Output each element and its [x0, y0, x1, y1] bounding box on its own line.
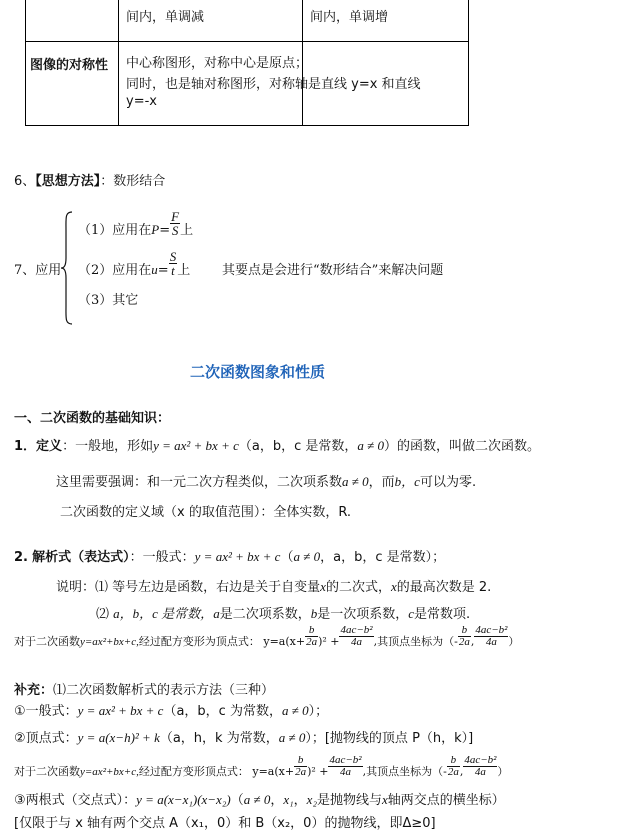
application-note: 其要点是会进行“数形结合”来解决问题 [222, 263, 444, 278]
note-2-text-1: a，b，c 是常数， [113, 606, 214, 621]
note-2-label: ⑵ [96, 607, 110, 622]
roots-form-label: ③两根式（交点式）： [14, 793, 137, 808]
vc1-text-2: 经过配方变形为顶点式： [138, 635, 260, 648]
left-brace [60, 210, 74, 326]
definition-text-2: （a，b，c 是常数， [238, 439, 358, 454]
denominator: 4a [340, 765, 352, 778]
definition-num: 1． [14, 439, 37, 454]
var-b: b [305, 625, 318, 637]
vc2-text-2: 经过配方变形顶点式： [138, 765, 249, 778]
table-cell-increasing: 间内，单调增 [310, 10, 389, 25]
note-2-text-2: 是二次项系数， [219, 607, 311, 622]
a-nonzero: a ≠ 0 [243, 792, 271, 807]
supplement-text: ⑴二次函数解析式的表示方法（三种） [53, 683, 275, 698]
numerator: 4ac−b² [464, 753, 497, 766]
roots-form-line [14, 789, 505, 808]
var-x1: x₁ [283, 792, 294, 807]
roots-text-5: 是抛物线与 [316, 793, 382, 808]
vc2-text-5: ,其顶点坐标为（- [362, 765, 447, 778]
roots-text-6: 轴两交点的横坐标） [387, 793, 505, 808]
note-1-text-1: 等号左边是函数，右边是关于自变量 [112, 580, 321, 595]
numerator: 4ac−b² [340, 623, 373, 636]
denominator: 4a [485, 635, 497, 648]
definition-text-1: ：一般地，形如 [62, 439, 154, 454]
roots-limit-line: [仅限于与 x 轴有两个交点 A（x₁，0）和 B（x₂，0）的抛物线，即Δ≥0] [14, 816, 436, 831]
emphasis-line [56, 471, 476, 490]
note-1-label: 说明：⑴ [56, 580, 109, 595]
var-c: c [408, 606, 414, 621]
note-2-text-4: 是常数项. [414, 607, 471, 622]
fraction-b-over-2a [458, 625, 471, 648]
fraction-discriminant [474, 625, 508, 648]
vc1-text-5: ,其顶点坐标为（- [373, 635, 458, 648]
vc1-text-3: y=a(x+ [263, 635, 306, 648]
section-6-rest: ：数形结合 [100, 174, 166, 189]
vertex-conversion-line-1 [14, 623, 520, 649]
var-S: S [171, 223, 179, 238]
section-7-label: 7、应用 [14, 263, 62, 278]
section-6 [14, 170, 165, 189]
application-item-1 [78, 209, 194, 238]
item-1-suffix: 上 [180, 223, 194, 238]
note-1-text-2: 的二次式， [325, 580, 391, 595]
roots-formula: y = a(x−x₁)(x−x₂) [136, 792, 231, 807]
var-x: x [381, 792, 388, 807]
note-1 [56, 576, 491, 595]
general-formula: y = ax² + bx + c [153, 438, 239, 453]
fraction-b-over-2a [294, 755, 307, 778]
general-formula: y = ax² + bx + c [194, 549, 281, 564]
a-nonzero: a ≠ 0 [281, 703, 309, 718]
fraction-discriminant [328, 755, 362, 778]
vc2-text-6: , [459, 765, 464, 778]
vc2-text-1: 对于二次函数 [14, 765, 80, 778]
supplement-label: 补充： [14, 683, 54, 698]
general-form-label: ①一般式： [14, 704, 78, 719]
fraction-discriminant [463, 755, 497, 778]
general-form-text-2: （a，b，c 为常数， [163, 704, 282, 719]
vc1-text-1: 对于二次函数 [14, 635, 80, 648]
var-b: b [294, 755, 307, 767]
var-x2: x₂ [306, 792, 317, 807]
domain-line: 二次函数的定义域（x 的取值范围）：全体实数，R. [60, 505, 352, 520]
definition-text-3: ）的函数，叫做二次函数。 [384, 439, 541, 454]
var-P: P [151, 222, 160, 237]
vc1-text-7: ） [508, 635, 520, 648]
roots-text-3: ， [270, 793, 284, 808]
table-cell-symmetry-line3: y=-x [126, 94, 157, 109]
main-title: 二次函数图象和性质 [190, 363, 326, 381]
expression-text-3: ，a，b，c 是常数）； [320, 550, 446, 565]
general-form-line [14, 700, 328, 719]
a-nonzero: a ≠ 0 [357, 438, 385, 453]
a-nonzero: a ≠ 0 [278, 730, 306, 745]
fraction-discriminant [339, 625, 373, 648]
var-b: b [310, 606, 318, 621]
application-item-3: （3）其它 [78, 293, 139, 308]
fraction-S-over-t [169, 250, 178, 277]
vertex-form-text-3: ）；[抛物线的顶点 P（h，k）] [305, 731, 474, 746]
b-c-vars: b，c [394, 474, 420, 489]
var-a: a [213, 606, 220, 621]
var-b: b [458, 625, 471, 637]
item-2-suffix: 上 [177, 263, 191, 278]
eq-sign: = [159, 223, 171, 238]
a-nonzero: a ≠ 0 [293, 549, 321, 564]
vertex-formula: y = a(x−h)² + k [77, 730, 160, 745]
fraction-F-over-S [170, 210, 180, 237]
roots-text-2: （ [230, 793, 244, 808]
vc2-formula: y=ax²+bx+c, [80, 766, 139, 778]
var-u: u [151, 262, 158, 277]
var-x: x [320, 579, 326, 594]
var-2a: 2a [295, 765, 307, 778]
var-S: S [169, 249, 177, 264]
var-F: F [171, 209, 180, 224]
table-cell-symmetry-line2: 同时，也是轴对称图形，对称轴是直线 y=x 和直线 [126, 77, 421, 92]
var-t: t [171, 263, 175, 278]
denominator: 4a [351, 635, 363, 648]
general-form-text-3: ）； [308, 704, 329, 719]
fraction-b-over-2a [305, 625, 318, 648]
table-col-divider [118, 0, 119, 125]
definition-line [14, 435, 540, 454]
denominator: 4a [474, 765, 486, 778]
section-6-bracket: 【思想方法】 [35, 174, 101, 189]
eq-sign: = [157, 263, 169, 278]
vc2-text-4: )² + [307, 765, 329, 778]
var-2a: 2a [458, 635, 470, 648]
vertex-form-label: ②顶点式： [14, 731, 78, 746]
part-1-heading: 一、二次函数的基础知识： [14, 411, 171, 426]
vc2-text-7: ） [497, 765, 509, 778]
fraction-b-over-2a [447, 755, 460, 778]
table-row-divider [26, 41, 468, 42]
roots-text-4: ， [293, 793, 307, 808]
table-row-label-symmetry: 图像的对称性 [30, 58, 109, 73]
item-1-label: （1）应用在 [78, 223, 152, 238]
vc1-text-4: )² + [318, 635, 340, 648]
emphasis-text-2: ，而 [368, 475, 395, 490]
var-2a: 2a [447, 765, 459, 778]
application-item-2 [78, 249, 191, 278]
emphasis-text-1: 这里需要强调：和一元二次方程类似，二次项系数 [56, 475, 343, 490]
var-x: x [390, 579, 397, 594]
numerator: 4ac−b² [329, 753, 362, 766]
var-2a: 2a [306, 635, 318, 648]
definition-label: 定义 [36, 439, 63, 454]
numerator: 4ac−b² [475, 623, 508, 636]
note-2 [96, 603, 470, 622]
expression-text-1: ：一般式： [129, 550, 195, 565]
general-formula: y = ax² + bx + c [77, 703, 164, 718]
section-6-num: 6、 [14, 174, 36, 189]
note-2-text-3: 是一次项系数， [317, 607, 409, 622]
emphasis-text-3: 可以为零. [419, 475, 477, 490]
expression-heading [14, 546, 445, 565]
item-2-label: （2）应用在 [78, 263, 152, 278]
vc2-text-3: y=a(x+ [252, 765, 295, 778]
expression-text-2: （ [280, 550, 294, 565]
vc1-formula: y=ax²+bx+c, [80, 636, 139, 648]
var-b: b [447, 755, 460, 767]
note-1-text-3: 的最高次数是 2. [396, 580, 492, 595]
table-cell-decreasing: 间内，单调减 [126, 10, 205, 25]
expression-num: 2. [14, 550, 28, 565]
table-cell-symmetry-line1: 中心称图形，对称中心是原点； [126, 56, 309, 71]
a-nonzero: a ≠ 0 [342, 474, 369, 489]
supplement-heading [14, 679, 274, 698]
vertex-form-line [14, 727, 473, 746]
vc1-text-6: , [470, 635, 475, 648]
vertex-conversion-line-2 [14, 753, 509, 779]
vertex-form-text-2: （a，h，k 为常数， [159, 731, 279, 746]
expression-label: 解析式（表达式） [32, 550, 130, 565]
